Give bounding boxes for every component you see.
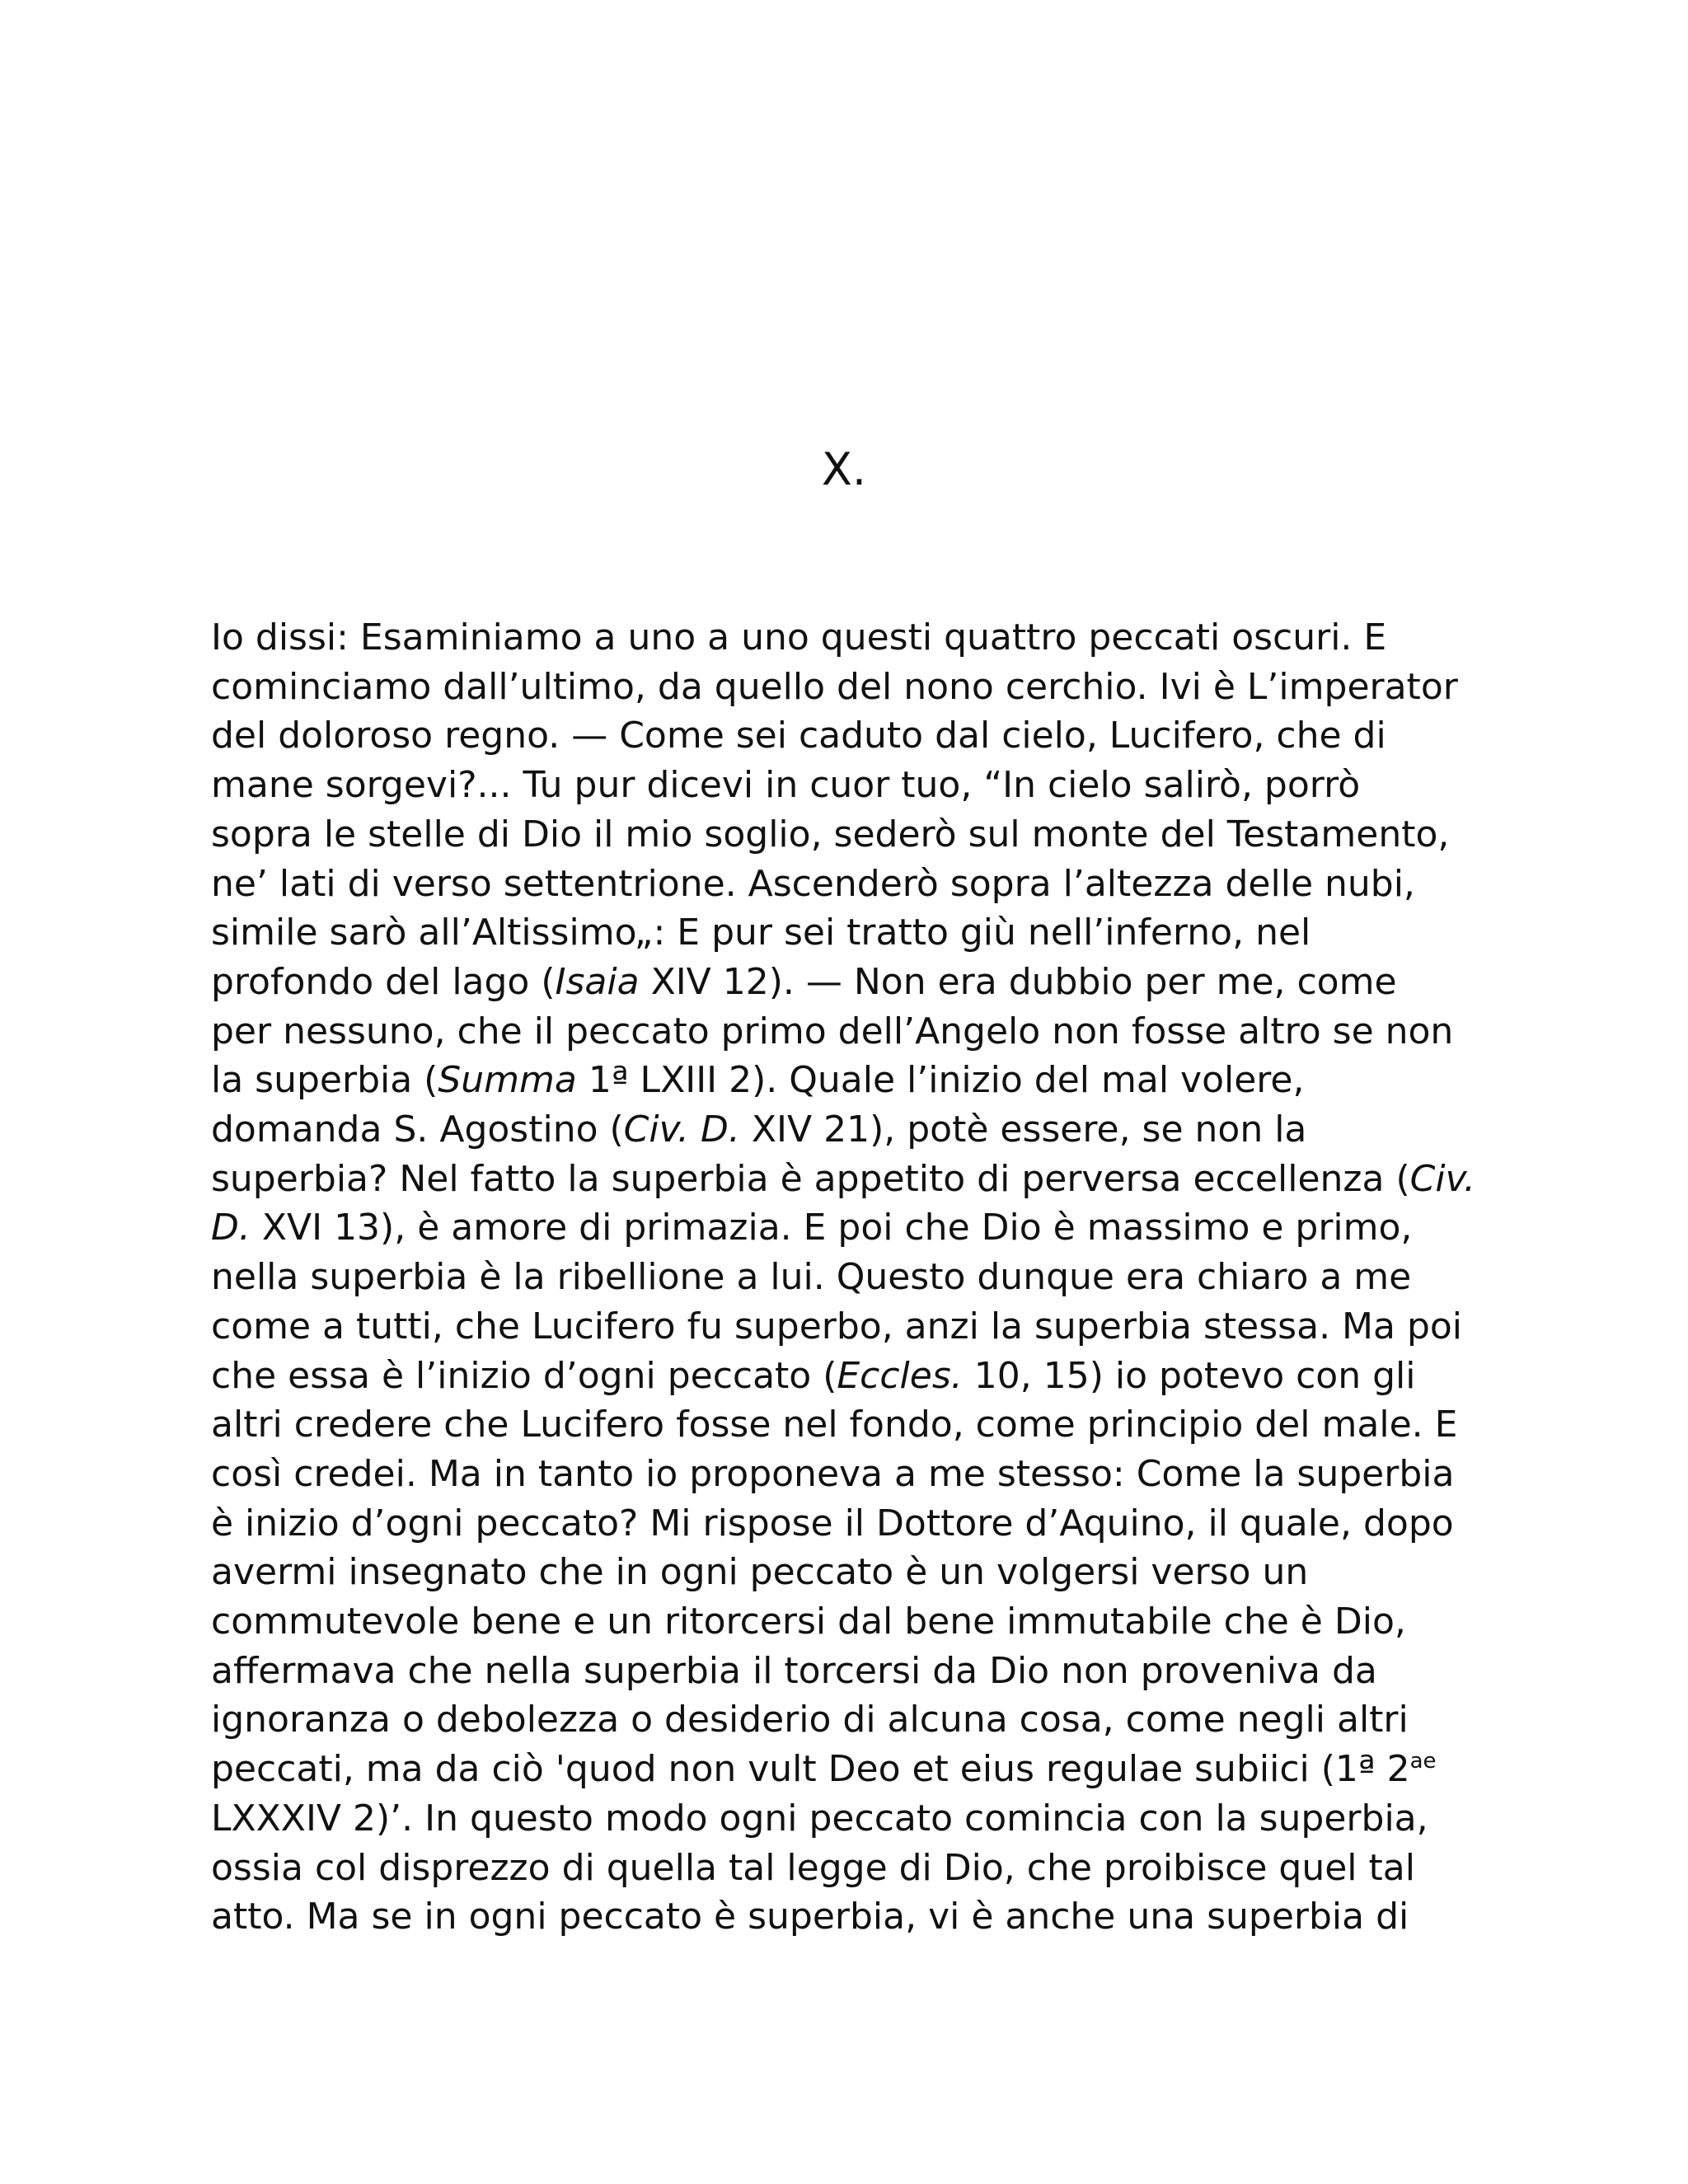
text-line — [211, 908, 1497, 958]
text-line — [211, 711, 1497, 761]
text-line — [211, 1499, 1497, 1549]
text-segment: XIV 12). — Non era dubbio per me, come — [639, 960, 1397, 1003]
italic-citation: D. — [211, 1207, 251, 1249]
text-segment: atto. Ma se in ogni peccato è superbia, vi è anche una superbia di — [211, 1896, 1409, 1938]
text-line — [211, 663, 1497, 712]
text-segment: ignoranza o debolezza o desiderio di alcuna cosa, come negli altri — [211, 1699, 1409, 1741]
italic-citation: Eccles. — [837, 1354, 963, 1397]
text-segment: che essa è l’inizio d’ogni peccato ( — [211, 1354, 837, 1397]
text-segment: profondo del lago ( — [211, 960, 556, 1003]
text-segment: commutevole bene e un ritorcersi dal bene immutabile che è Dio, — [211, 1601, 1406, 1643]
italic-citation: Isaia — [555, 960, 640, 1003]
text-line — [211, 1007, 1497, 1057]
text-line — [211, 1400, 1497, 1450]
text-segment: così credei. Ma in tanto io proponeva a me stesso: Come la superbia — [211, 1452, 1455, 1495]
text-segment: per nessuno, che il peccato primo dell’Angelo non fosse altro se non — [211, 1010, 1454, 1052]
text-segment: come a tutti, che Lucifero fu superbo, anzi la superbia stessa. Ma poi — [211, 1305, 1463, 1347]
text-line — [211, 1203, 1497, 1253]
text-segment: affermava che nella superbia il torcersi da Dio non proveniva da — [211, 1649, 1377, 1692]
text-line — [211, 613, 1497, 663]
text-segment: simile sarò all’Altissimo„: E pur sei tratto giù nell’inferno, nel — [211, 912, 1311, 954]
text-segment: sopra le stelle di Dio il mio soglio, sederò sul monte del Testamento, — [211, 813, 1450, 855]
text-segment: nella superbia è la ribellione a lui. Questo dunque era chiaro a me — [211, 1256, 1412, 1299]
text-segment: ossia col disprezzo di quella tal legge di Dio, che proibisce quel tal — [211, 1846, 1415, 1889]
text-segment: è inizio d’ogni peccato? Mi rispose il Dottore d’Aquino, il quale, dopo — [211, 1502, 1454, 1544]
superscript-text: ae — [1409, 1749, 1437, 1774]
text-line — [211, 1548, 1497, 1597]
text-segment: altri credere che Lucifero fosse nel fondo, come principio del male. E — [211, 1404, 1458, 1446]
text-line — [211, 1155, 1497, 1204]
text-segment: la superbia ( — [211, 1059, 438, 1102]
text-segment: peccati, ma da ciò 'quod non vult Deo et eius regulae subiici (1ª 2 — [211, 1748, 1410, 1791]
text-segment: mane sorgevi?... Tu pur dicevi in cuor tuo, “In cielo salirò, porrò — [211, 764, 1361, 807]
text-line — [211, 1352, 1497, 1401]
text-segment: ne’ lati di verso settentrione. Ascenderò sopra l’altezza delle nubi, — [211, 862, 1415, 905]
text-line — [211, 860, 1497, 909]
text-segment: 10, 15) io potevo con gli — [962, 1354, 1416, 1397]
text-line — [211, 1450, 1497, 1499]
text-segment: XIV 21), potè essere, se non la — [739, 1108, 1307, 1151]
text-line — [211, 810, 1497, 860]
text-line — [211, 1647, 1497, 1696]
text-line — [211, 1253, 1497, 1302]
body-paragraph — [211, 613, 1497, 1942]
text-line — [211, 761, 1497, 810]
text-segment: superbia? Nel fatto la superbia è appetito di perversa eccellenza ( — [211, 1157, 1410, 1200]
text-line — [211, 1844, 1497, 1893]
chapter-heading: X. — [821, 443, 867, 495]
text-segment: del doloroso regno. — Come sei caduto dal cielo, Lucifero, che di — [211, 715, 1386, 757]
text-segment: Io dissi: Esaminiamo a uno a uno questi quattro peccati oscuri. E — [211, 616, 1387, 658]
text-line — [211, 958, 1497, 1007]
text-line — [211, 1302, 1497, 1352]
text-line — [211, 1892, 1497, 1942]
italic-citation: Civ. — [1409, 1157, 1476, 1200]
text-segment: domanda S. Agostino ( — [211, 1108, 624, 1151]
text-segment: cominciamo dall’ultimo, da quello del nono cerchio. Ivi è L’imperator — [211, 665, 1458, 708]
text-segment: 1ª LXIII 2). Quale l’inizio del mal volere, — [576, 1059, 1305, 1102]
text-segment: LXXXIV 2)’. In questo modo ogni peccato comincia con la superbia, — [211, 1797, 1428, 1840]
text-segment: XVI 13), è amore di primazia. E poi che Dio è massimo e primo, — [250, 1207, 1413, 1249]
text-line — [211, 1794, 1497, 1844]
text-line — [211, 1056, 1497, 1105]
italic-citation: Civ. D. — [623, 1108, 740, 1151]
text-line — [211, 1745, 1497, 1794]
text-line — [211, 1105, 1497, 1155]
text-segment: avermi insegnato che in ogni peccato è un volgersi verso un — [211, 1551, 1309, 1594]
italic-citation: Summa — [438, 1059, 577, 1102]
text-line — [211, 1597, 1497, 1647]
text-line — [211, 1695, 1497, 1745]
